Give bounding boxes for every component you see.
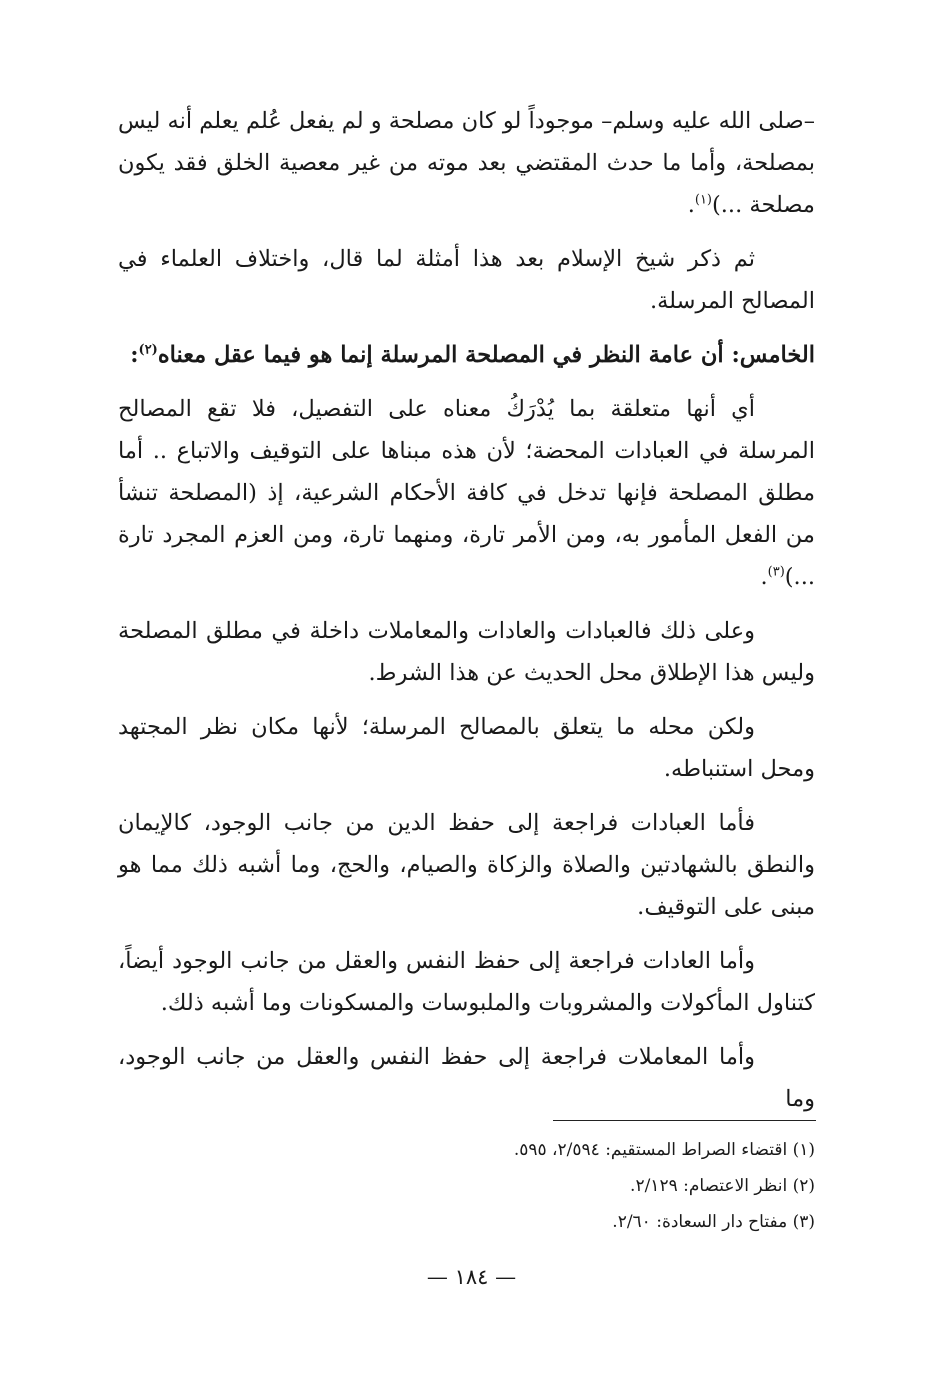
paragraph-6: فأما العبادات فراجعة إلى حفظ الدين من جانب الوجود، كالإيمان والنطق بالشهادتين والصلاة والزكاة والصيام، والحج، وما أشبه ذلك مما هو مبنى على التوقيف.	[118, 810, 815, 920]
paragraph-5: ولكن محله ما يتعلق بالمصالح المرسلة؛ لأنها مكان نظر المجتهد ومحل استنباطه.	[118, 714, 815, 782]
paragraph-7: وأما العادات فراجعة إلى حفظ النفس والعقل من جانب الوجود أيضاً، كتناول المأكولات والمشروبات والملبوسات والمسكونات وما أشبه ذلك.	[118, 948, 815, 1016]
page-number: — ١٨٤ —	[426, 1265, 517, 1289]
footnote-3: (٣) مفتاح دار السعادة: ٢/٦٠.	[612, 1212, 815, 1232]
footnote-1: (١) اقتضاء الصراط المستقيم: ٢/٥٩٤، ٥٩٥.	[513, 1140, 815, 1160]
paragraph-8: وأما المعاملات فراجعة إلى حفظ النفس والعقل من جانب الوجود، وما	[118, 1044, 815, 1112]
footnote-ref-3[interactable]: (٣)	[767, 564, 785, 580]
footnote-ref-2[interactable]: (٢)	[138, 342, 158, 358]
paragraph-1: –صلى الله عليه وسلم– موجوداً لو كان مصلحة و لم يفعل عُلم يعلم أنه ليس بمصلحة، وأما ما حدث المقتضي بعد موته من غير معصية الخلق فقد يكون مصلحة ...)$^{(١)}$.	[118, 108, 815, 218]
paragraph-2: ثم ذكر شيخ الإسلام بعد هذا أمثلة لما قال، واختلاف العلماء في المصالح المرسلة.	[118, 246, 815, 314]
paragraph-3: أي أنها متعلقة بما يُدْرَكُ معناه على التفصيل، فلا تقع المصالح المرسلة في العبادات المحضة؛ لأن هذه مبناها على التوقيف والاتباع .. أما مطلق المصلحة فإنها تدخل في كافة الأحكام الشرعية، إذ (المصلحة تنشأ من الفعل المأمور به، ومن الأمر تارة، ومنهما تارة، ومن العزم المجرد تارة ...)$^{(٣)}$.	[118, 396, 815, 590]
footnotes	[400, 1132, 815, 1240]
footnote-ref-1[interactable]: (١)	[694, 192, 712, 208]
main-text	[118, 100, 815, 1132]
paragraph-4: وعلى ذلك فالعبادات والعادات والمعاملات داخلة في مطلق المصلحة وليس هذا الإطلاق محل الحديث عن هذا الشرط.	[118, 618, 815, 686]
section-heading-fifth: الخامس: أن عامة النظر في المصلحة المرسلة إنما هو فيما عقل معناه$^{(٢)}$:	[130, 342, 815, 368]
footnote-2: (٢) انظر الاعتصام: ٢/١٢٩.	[630, 1176, 815, 1196]
footnote-divider	[553, 1120, 816, 1121]
